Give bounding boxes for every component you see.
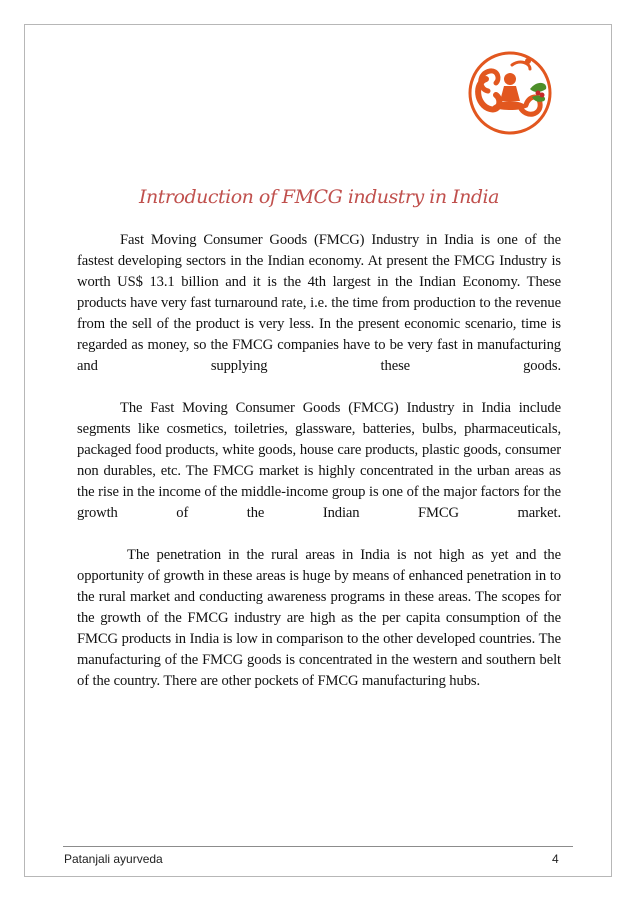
page-number: 4 — [552, 852, 559, 866]
footer-divider — [63, 846, 573, 847]
paragraph: The Fast Moving Consumer Goods (FMCG) Industry in India include segments like cosmetics, toiletries, glassware, batteries, bulbs, pharmaceuticals, packaged food products, white goods, house care products, plastic goods, consumer non durables, etc. The FMCG market is highly concentrated in the urban areas as the rise in the income of the middle-income group is one of the major factors for the growth of the Indian FMCG market. — [77, 400, 561, 521]
paragraph: Fast Moving Consumer Goods (FMCG) Industry in India is one of the fastest developing sectors in the Indian economy. At present the FMCG Industry is worth US$ 13.1 billion and it is the 4th largest in the Indian Economy. These products have very fast turnaround rate, i.e. the time from production to the revenue from the sell of the product is very less. In the present economic scenario, time is regarded as money, so the FMCG companies have to be very fast in manufacturing and supplying these goods. — [77, 232, 561, 374]
footer-label: Patanjali ayurveda — [64, 852, 163, 866]
om-meditation-logo-icon — [466, 49, 554, 137]
page-title: Introduction of FMCG industry in India — [139, 186, 499, 208]
document-body — [77, 230, 561, 713]
paragraph: The penetration in the rural areas in India is not high as yet and the opportunity of growth in these areas is huge by means of enhanced penetration in to the rural market and conducting awareness programs in these areas. The scopes for the growth of the FMCG industry are high as the per capita consumption of the FMCG products in India is low in comparison to the other developed countries. The manufacturing of the FMCG goods is concentrated in the western and southern belt of the country. There are other pockets of FMCG manufacturing hubs. — [77, 547, 561, 689]
